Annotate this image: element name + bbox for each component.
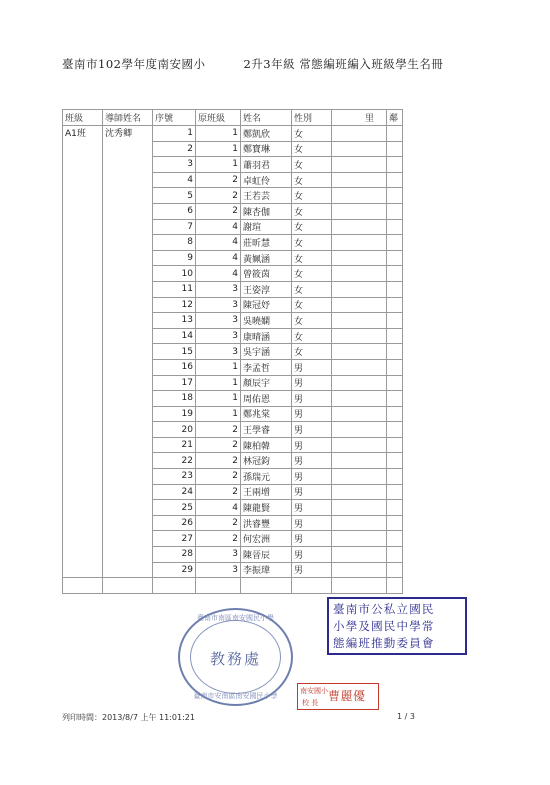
cell-village — [332, 297, 387, 313]
cell-class — [63, 562, 103, 578]
principal-seal-name: 曹麗優 — [328, 689, 366, 703]
cell-neighborhood — [387, 562, 403, 578]
cell-gender: 男 — [292, 422, 332, 438]
cell-orig-class: 2 — [196, 515, 241, 531]
cell-name: 蕭羽君 — [241, 157, 292, 173]
cell-name: 鄭寶琳 — [241, 141, 292, 157]
cell-neighborhood — [387, 188, 403, 204]
cell-neighborhood — [387, 500, 403, 516]
cell-orig-class: 1 — [196, 406, 241, 422]
cell-teacher — [103, 469, 153, 485]
cell-neighborhood — [387, 391, 403, 407]
table-row — [63, 203, 403, 219]
cell-orig-class: 2 — [196, 453, 241, 469]
cell-name: 陳晉辰 — [241, 547, 292, 563]
cell-gender: 女 — [292, 188, 332, 204]
cell-neighborhood — [387, 437, 403, 453]
cell-name: 洪睿豐 — [241, 515, 292, 531]
cell-class — [63, 219, 103, 235]
cell-gender: 女 — [292, 297, 332, 313]
cell-name: 周佑恩 — [241, 391, 292, 407]
cell-neighborhood — [387, 359, 403, 375]
cell-teacher — [103, 141, 153, 157]
roster-body — [63, 126, 403, 594]
cell-neighborhood — [387, 172, 403, 188]
table-row — [63, 547, 403, 563]
table-row — [63, 453, 403, 469]
cell-neighborhood — [387, 453, 403, 469]
cell-teacher: 沈秀卿 — [103, 126, 153, 142]
cell-seq: 20 — [153, 422, 196, 438]
cell-seq: 10 — [153, 266, 196, 282]
cell-village — [332, 141, 387, 157]
cell-class — [63, 437, 103, 453]
cell-gender: 男 — [292, 500, 332, 516]
cell-orig-class: 3 — [196, 344, 241, 360]
cell-seq: 21 — [153, 437, 196, 453]
cell-seq: 27 — [153, 531, 196, 547]
cell-teacher — [103, 281, 153, 297]
cell-teacher — [103, 484, 153, 500]
cell-empty — [387, 578, 403, 594]
cell-class — [63, 172, 103, 188]
cell-class — [63, 328, 103, 344]
cell-orig-class: 2 — [196, 484, 241, 500]
table-row — [63, 359, 403, 375]
cell-seq: 9 — [153, 250, 196, 266]
cell-gender: 女 — [292, 328, 332, 344]
cell-name: 李孟哲 — [241, 359, 292, 375]
principal-seal-title: 校 長 — [302, 699, 319, 707]
cell-teacher — [103, 188, 153, 204]
cell-village — [332, 344, 387, 360]
cell-gender: 女 — [292, 157, 332, 173]
cell-neighborhood — [387, 469, 403, 485]
page-number: 1 / 3 — [397, 712, 415, 721]
cell-gender: 女 — [292, 313, 332, 329]
cell-neighborhood — [387, 484, 403, 500]
col-orig-class: 原班級 — [196, 110, 241, 126]
committee-seal-line: 態編班推動委員會 — [333, 636, 435, 650]
cell-orig-class: 4 — [196, 250, 241, 266]
cell-village — [332, 531, 387, 547]
cell-gender: 男 — [292, 406, 332, 422]
cell-name: 謝瑄 — [241, 219, 292, 235]
cell-seq: 25 — [153, 500, 196, 516]
cell-neighborhood — [387, 344, 403, 360]
cell-class — [63, 344, 103, 360]
cell-class — [63, 469, 103, 485]
cell-gender: 男 — [292, 469, 332, 485]
cell-orig-class: 2 — [196, 531, 241, 547]
print-timestamp: 列印時間：2013/8/7 上午 11:01:21 — [62, 713, 195, 722]
cell-village — [332, 172, 387, 188]
cell-village — [332, 281, 387, 297]
cell-village — [332, 391, 387, 407]
cell-orig-class: 4 — [196, 219, 241, 235]
cell-class — [63, 250, 103, 266]
cell-name: 康晴涵 — [241, 328, 292, 344]
cell-village — [332, 126, 387, 142]
cell-class: A1班 — [63, 126, 103, 142]
document-title — [62, 56, 443, 72]
cell-teacher — [103, 266, 153, 282]
cell-village — [332, 235, 387, 251]
title-roster: 2升3年級 常態編班編入班級學生名冊 — [243, 57, 444, 71]
cell-seq: 5 — [153, 188, 196, 204]
cell-name: 吳宇涵 — [241, 344, 292, 360]
cell-name: 鄭兆棠 — [241, 406, 292, 422]
cell-teacher — [103, 313, 153, 329]
cell-village — [332, 500, 387, 516]
principal-seal-school: 南安國小 — [300, 687, 328, 695]
cell-name: 陳龍賢 — [241, 500, 292, 516]
cell-neighborhood — [387, 203, 403, 219]
cell-name: 卓虹伶 — [241, 172, 292, 188]
cell-orig-class: 1 — [196, 126, 241, 142]
cell-class — [63, 531, 103, 547]
academic-affairs-office-seal — [178, 608, 293, 706]
cell-name: 陳柏韓 — [241, 437, 292, 453]
cell-class — [63, 188, 103, 204]
cell-village — [332, 469, 387, 485]
cell-name: 孫瑞元 — [241, 469, 292, 485]
col-village: 里 — [332, 110, 387, 126]
table-row — [63, 297, 403, 313]
cell-name: 李振瑋 — [241, 562, 292, 578]
cell-class — [63, 375, 103, 391]
cell-gender: 男 — [292, 515, 332, 531]
cell-neighborhood — [387, 219, 403, 235]
table-row — [63, 172, 403, 188]
cell-gender: 女 — [292, 141, 332, 157]
table-row — [63, 328, 403, 344]
cell-class — [63, 157, 103, 173]
committee-seal-line: 臺南市公私立國民 — [333, 602, 435, 616]
cell-name: 王若芸 — [241, 188, 292, 204]
cell-neighborhood — [387, 281, 403, 297]
cell-seq: 24 — [153, 484, 196, 500]
cell-seq: 8 — [153, 235, 196, 251]
table-row — [63, 126, 403, 142]
table-row — [63, 515, 403, 531]
cell-name: 王兩增 — [241, 484, 292, 500]
table-row — [63, 141, 403, 157]
cell-seq: 16 — [153, 359, 196, 375]
cell-village — [332, 157, 387, 173]
cell-teacher — [103, 328, 153, 344]
cell-neighborhood — [387, 157, 403, 173]
cell-orig-class: 4 — [196, 235, 241, 251]
col-class: 班級 — [63, 110, 103, 126]
cell-seq: 13 — [153, 313, 196, 329]
cell-seq: 14 — [153, 328, 196, 344]
cell-gender: 男 — [292, 562, 332, 578]
table-row — [63, 219, 403, 235]
cell-class — [63, 547, 103, 563]
cell-teacher — [103, 219, 153, 235]
table-row — [63, 531, 403, 547]
cell-gender: 女 — [292, 219, 332, 235]
table-row — [63, 375, 403, 391]
cell-class — [63, 203, 103, 219]
table-row — [63, 250, 403, 266]
col-gender: 性別 — [292, 110, 332, 126]
col-name: 姓名 — [241, 110, 292, 126]
cell-seq: 15 — [153, 344, 196, 360]
cell-class — [63, 500, 103, 516]
cell-village — [332, 453, 387, 469]
cell-neighborhood — [387, 547, 403, 563]
cell-teacher — [103, 297, 153, 313]
cell-name: 曾筱茵 — [241, 266, 292, 282]
cell-name: 顏辰宇 — [241, 375, 292, 391]
cell-teacher — [103, 453, 153, 469]
cell-gender: 女 — [292, 235, 332, 251]
cell-teacher — [103, 235, 153, 251]
cell-gender: 女 — [292, 172, 332, 188]
cell-name: 林冠鈞 — [241, 453, 292, 469]
cell-teacher — [103, 547, 153, 563]
cell-seq: 1 — [153, 126, 196, 142]
cell-name: 王學睿 — [241, 422, 292, 438]
cell-neighborhood — [387, 141, 403, 157]
cell-name: 黃姵涵 — [241, 250, 292, 266]
cell-seq: 23 — [153, 469, 196, 485]
cell-class — [63, 235, 103, 251]
cell-neighborhood — [387, 328, 403, 344]
cell-class — [63, 359, 103, 375]
student-roster-table — [62, 109, 403, 594]
cell-village — [332, 359, 387, 375]
cell-name: 鄭凱欣 — [241, 126, 292, 142]
table-row — [63, 157, 403, 173]
cell-name: 吳曉嫻 — [241, 313, 292, 329]
committee-seal — [327, 597, 467, 655]
cell-class — [63, 297, 103, 313]
cell-orig-class: 1 — [196, 391, 241, 407]
cell-village — [332, 219, 387, 235]
cell-empty — [196, 578, 241, 594]
cell-orig-class: 3 — [196, 297, 241, 313]
cell-orig-class: 2 — [196, 203, 241, 219]
seal-center-text: 教務處 — [209, 650, 261, 668]
cell-name: 陳冠妤 — [241, 297, 292, 313]
table-row — [63, 188, 403, 204]
cell-gender: 男 — [292, 437, 332, 453]
principal-seal — [297, 683, 379, 710]
cell-class — [63, 484, 103, 500]
cell-empty — [241, 578, 292, 594]
cell-seq: 22 — [153, 453, 196, 469]
cell-orig-class: 3 — [196, 313, 241, 329]
table-row — [63, 266, 403, 282]
cell-class — [63, 515, 103, 531]
cell-gender: 男 — [292, 359, 332, 375]
cell-teacher — [103, 515, 153, 531]
cell-gender: 男 — [292, 547, 332, 563]
cell-village — [332, 422, 387, 438]
cell-orig-class: 2 — [196, 469, 241, 485]
cell-gender: 女 — [292, 126, 332, 142]
cell-empty — [103, 578, 153, 594]
cell-neighborhood — [387, 297, 403, 313]
cell-orig-class: 2 — [196, 422, 241, 438]
cell-teacher — [103, 250, 153, 266]
cell-class — [63, 266, 103, 282]
cell-village — [332, 547, 387, 563]
cell-orig-class: 2 — [196, 437, 241, 453]
cell-orig-class: 1 — [196, 141, 241, 157]
cell-neighborhood — [387, 422, 403, 438]
cell-seq: 12 — [153, 297, 196, 313]
cell-gender: 女 — [292, 250, 332, 266]
cell-gender: 女 — [292, 266, 332, 282]
table-row — [63, 484, 403, 500]
cell-class — [63, 406, 103, 422]
cell-gender: 男 — [292, 484, 332, 500]
cell-orig-class: 3 — [196, 547, 241, 563]
cell-seq: 19 — [153, 406, 196, 422]
cell-class — [63, 141, 103, 157]
table-row-empty — [63, 578, 403, 594]
table-row — [63, 469, 403, 485]
cell-neighborhood — [387, 375, 403, 391]
cell-neighborhood — [387, 250, 403, 266]
cell-neighborhood — [387, 313, 403, 329]
col-seq: 序號 — [153, 110, 196, 126]
col-neighborhood: 鄰 — [387, 110, 403, 126]
cell-class — [63, 281, 103, 297]
cell-village — [332, 562, 387, 578]
cell-gender: 男 — [292, 453, 332, 469]
cell-neighborhood — [387, 126, 403, 142]
cell-name: 何宏洲 — [241, 531, 292, 547]
cell-gender: 女 — [292, 203, 332, 219]
cell-gender: 女 — [292, 344, 332, 360]
cell-orig-class: 1 — [196, 157, 241, 173]
cell-teacher — [103, 344, 153, 360]
cell-teacher — [103, 406, 153, 422]
cell-teacher — [103, 157, 153, 173]
table-row — [63, 344, 403, 360]
cell-name: 王姿淳 — [241, 281, 292, 297]
committee-seal-line: 小學及國民中學常 — [333, 619, 435, 633]
cell-seq: 2 — [153, 141, 196, 157]
cell-village — [332, 266, 387, 282]
table-row — [63, 500, 403, 516]
cell-seq: 6 — [153, 203, 196, 219]
title-school-year: 臺南市102學年度南安國小 — [62, 57, 206, 71]
cell-village — [332, 515, 387, 531]
cell-village — [332, 437, 387, 453]
cell-orig-class: 1 — [196, 359, 241, 375]
cell-empty — [292, 578, 332, 594]
table-row — [63, 391, 403, 407]
cell-teacher — [103, 391, 153, 407]
cell-neighborhood — [387, 266, 403, 282]
cell-village — [332, 188, 387, 204]
cell-seq: 18 — [153, 391, 196, 407]
seal-ring-text-bottom: 臺南市安南區南安國民小學 — [193, 692, 278, 700]
cell-empty — [63, 578, 103, 594]
cell-gender: 男 — [292, 375, 332, 391]
cell-empty — [332, 578, 387, 594]
cell-orig-class: 3 — [196, 328, 241, 344]
cell-name: 莊昕慧 — [241, 235, 292, 251]
seal-ring-text-top: 臺南市南區南安國民小學 — [197, 614, 274, 622]
cell-teacher — [103, 562, 153, 578]
cell-orig-class: 2 — [196, 172, 241, 188]
cell-seq: 4 — [153, 172, 196, 188]
cell-neighborhood — [387, 235, 403, 251]
cell-village — [332, 328, 387, 344]
cell-teacher — [103, 172, 153, 188]
cell-village — [332, 313, 387, 329]
cell-seq: 11 — [153, 281, 196, 297]
table-row — [63, 281, 403, 297]
cell-gender: 男 — [292, 391, 332, 407]
cell-gender: 男 — [292, 531, 332, 547]
cell-orig-class: 1 — [196, 375, 241, 391]
table-row — [63, 437, 403, 453]
cell-teacher — [103, 531, 153, 547]
cell-village — [332, 250, 387, 266]
table-row — [63, 422, 403, 438]
cell-empty — [153, 578, 196, 594]
cell-seq: 29 — [153, 562, 196, 578]
cell-seq: 7 — [153, 219, 196, 235]
cell-neighborhood — [387, 515, 403, 531]
table-row — [63, 562, 403, 578]
cell-class — [63, 313, 103, 329]
cell-teacher — [103, 437, 153, 453]
cell-neighborhood — [387, 406, 403, 422]
cell-teacher — [103, 422, 153, 438]
col-teacher: 導師姓名 — [103, 110, 153, 126]
cell-seq: 17 — [153, 375, 196, 391]
cell-village — [332, 484, 387, 500]
cell-seq: 28 — [153, 547, 196, 563]
cell-class — [63, 422, 103, 438]
cell-seq: 3 — [153, 157, 196, 173]
cell-name: 陳杏伽 — [241, 203, 292, 219]
cell-class — [63, 453, 103, 469]
cell-teacher — [103, 359, 153, 375]
cell-orig-class: 3 — [196, 562, 241, 578]
cell-orig-class: 4 — [196, 500, 241, 516]
cell-orig-class: 2 — [196, 188, 241, 204]
table-row — [63, 406, 403, 422]
cell-village — [332, 375, 387, 391]
table-row — [63, 235, 403, 251]
cell-teacher — [103, 500, 153, 516]
cell-orig-class: 4 — [196, 266, 241, 282]
table-header-row — [63, 110, 403, 126]
cell-village — [332, 203, 387, 219]
cell-seq: 26 — [153, 515, 196, 531]
cell-gender: 女 — [292, 281, 332, 297]
cell-village — [332, 406, 387, 422]
table-row — [63, 313, 403, 329]
cell-teacher — [103, 375, 153, 391]
cell-teacher — [103, 203, 153, 219]
cell-orig-class: 3 — [196, 281, 241, 297]
cell-class — [63, 391, 103, 407]
cell-neighborhood — [387, 531, 403, 547]
